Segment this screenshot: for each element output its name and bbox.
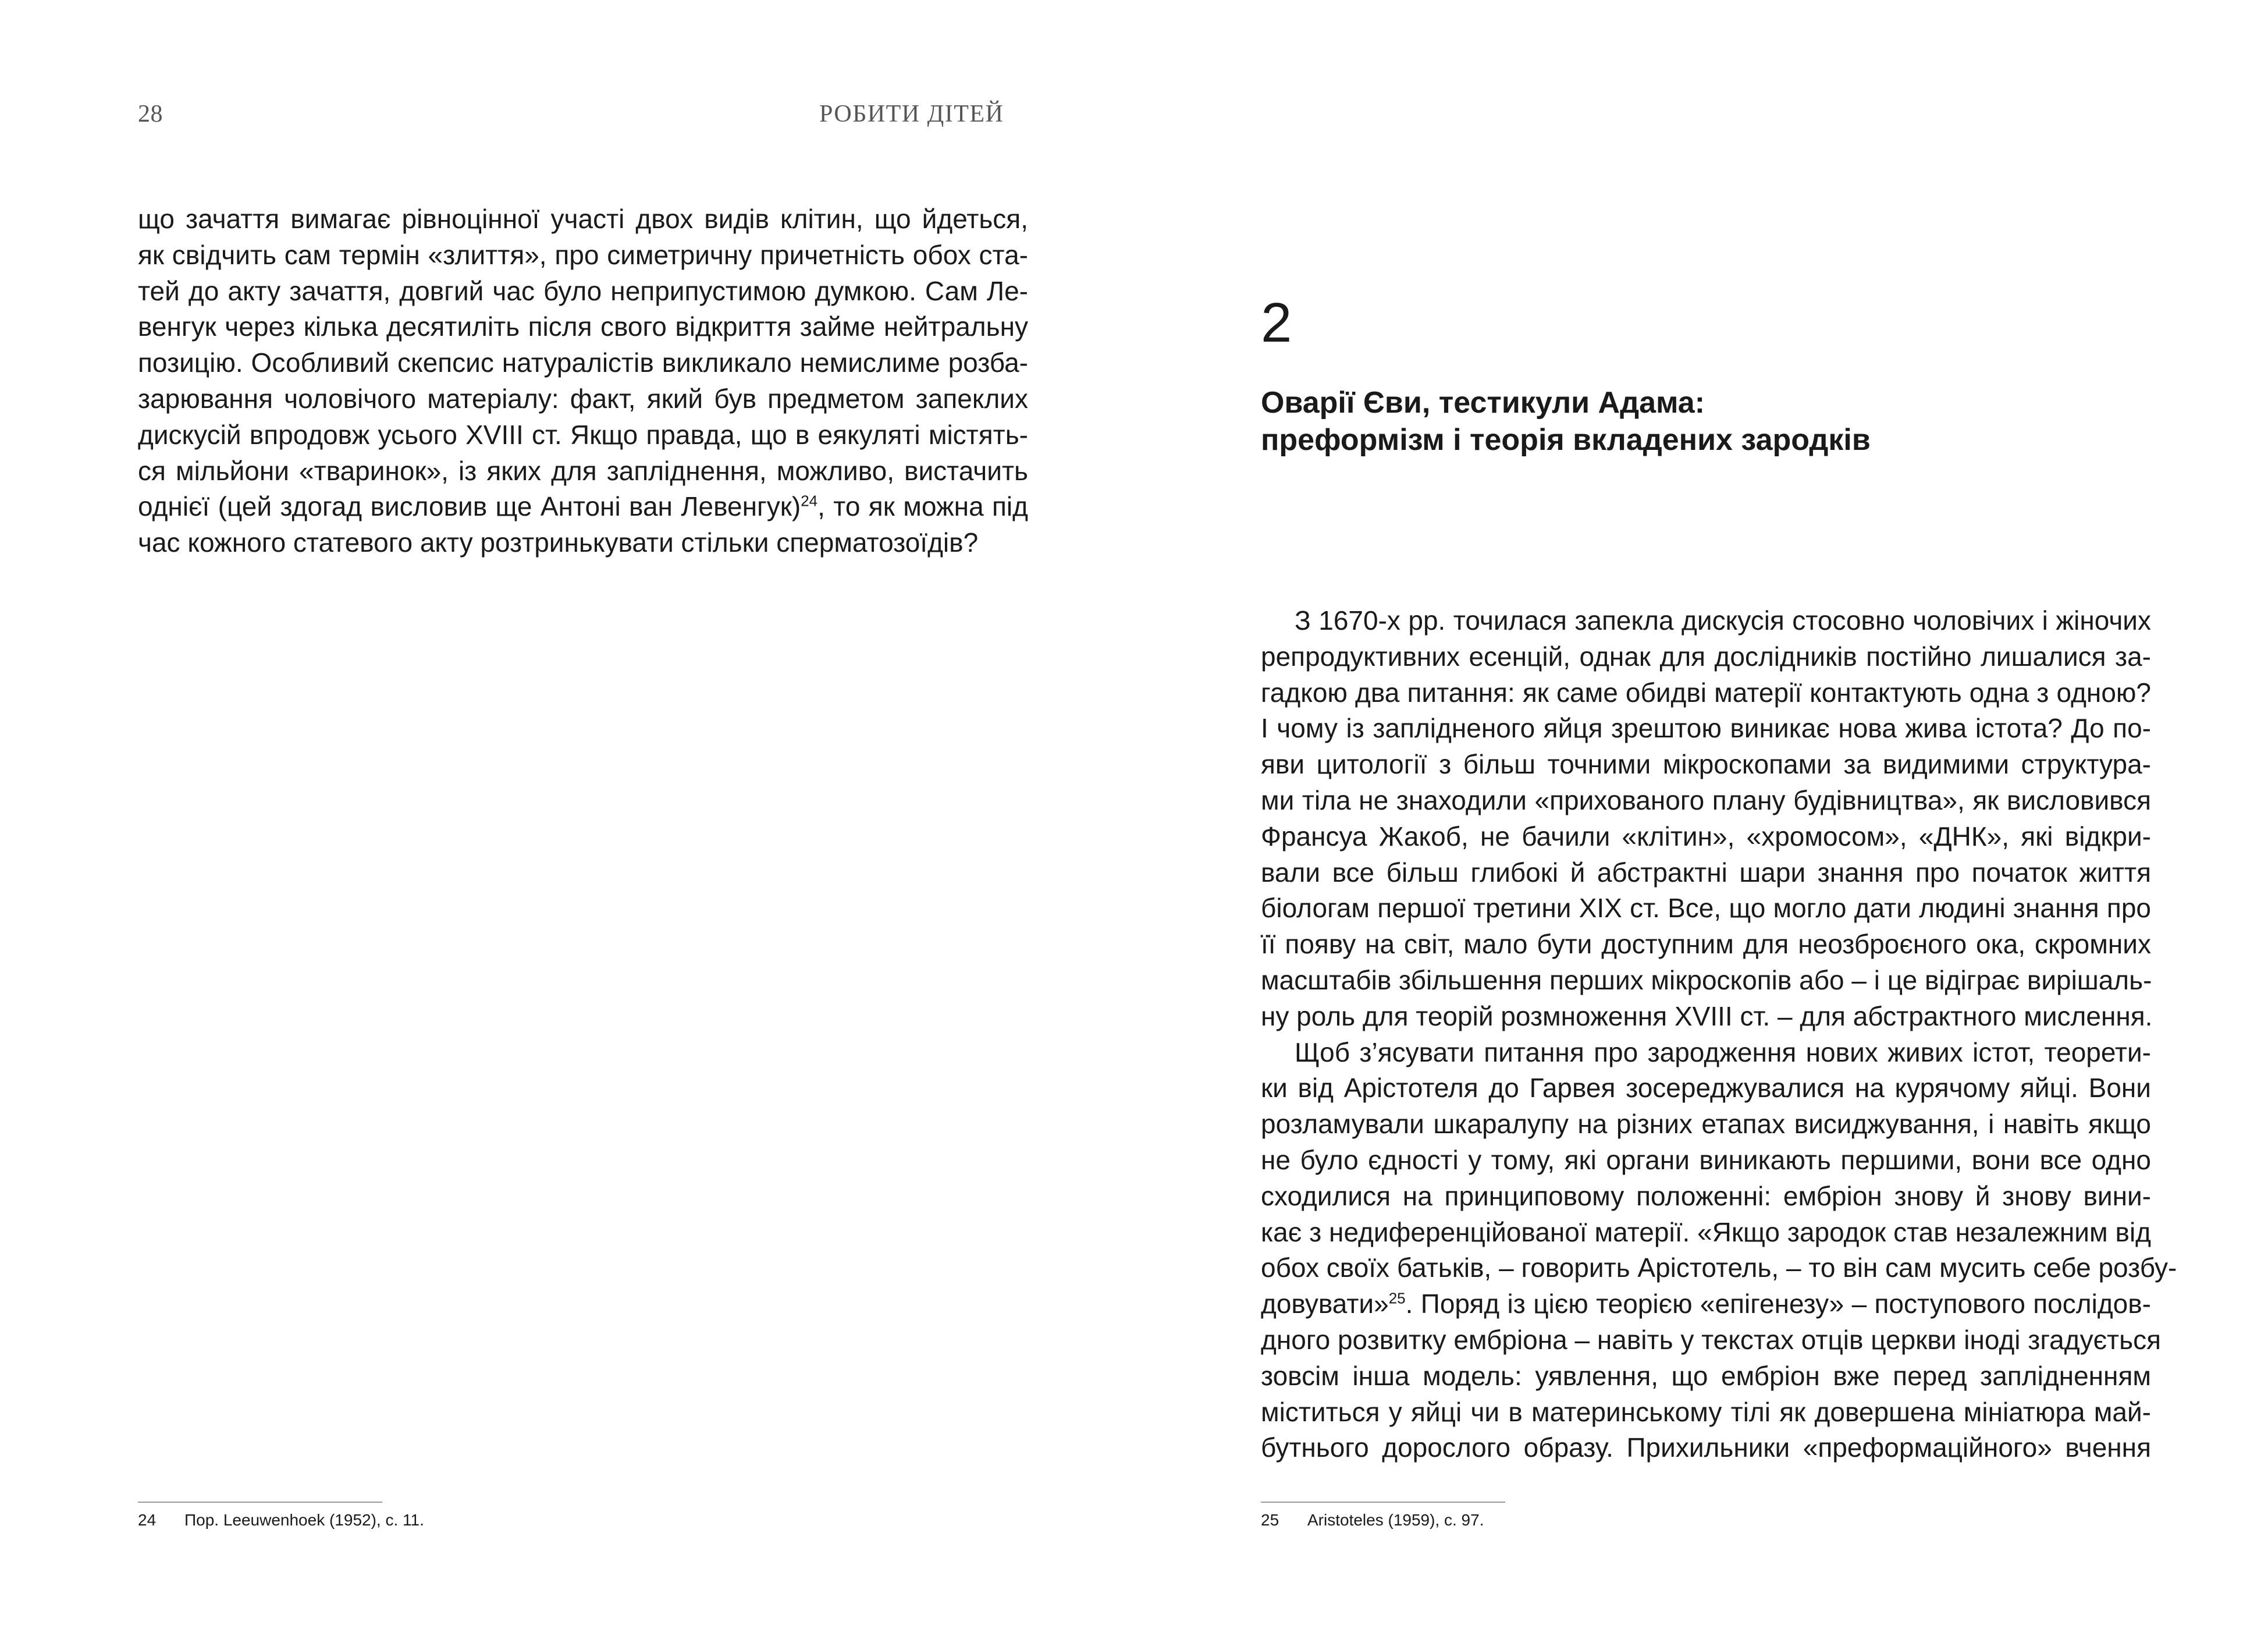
text-line: ки від Арістотеля до Гарвея зосереджувалися на курячому яйці. Вони bbox=[1261, 1073, 2151, 1103]
footnote-ref: 24 bbox=[801, 492, 818, 510]
text-segment: однієї (цей здогад висловив ще Антоні ван Левенгук) bbox=[138, 491, 801, 522]
text-line bbox=[138, 489, 1028, 525]
text-line: сходилися на принциповому положенні: ембріон знову й знову вини- bbox=[1261, 1180, 2151, 1211]
footnote-rule bbox=[138, 1502, 382, 1503]
footnote-text: Пор. Leeuwenhoek (1952), с. 11. bbox=[184, 1511, 424, 1529]
text-line: тей до акту зачаття, довгий час було неприпустимою думкою. Сам Ле- bbox=[138, 275, 1028, 306]
left-body-text bbox=[138, 201, 1028, 561]
text-line: позицію. Особливий скепсис натуралістів викликало немислиме розба- bbox=[138, 347, 1028, 378]
text-segment: , то як можна під bbox=[817, 491, 1028, 522]
footnote-number: 24 bbox=[138, 1511, 157, 1529]
text-line: міститься у яйці чи в материнському тілі як довершена мініатюра май- bbox=[1261, 1396, 2151, 1427]
text-line: кає з недиференційованої матерії. «Якщо зародок став незалежним від bbox=[1261, 1216, 2151, 1247]
text-line: венгук через кілька десятиліть після свого відкриття займе нейтральну bbox=[138, 311, 1028, 342]
running-head: РОБИТИ ДІТЕЙ bbox=[819, 101, 1004, 127]
text-line: не було єдності у тому, які органи виникають першими, вони все одно bbox=[1261, 1144, 2151, 1175]
text-line: обох своїх батьків, – говорить Арістотель, – то він сам мусить себе розбу- bbox=[1261, 1252, 2177, 1283]
footnote-number: 25 bbox=[1261, 1511, 1279, 1529]
text-line: ну роль для теорій розмноження XVIII ст. – для абстрактного мислення. bbox=[1261, 1000, 2153, 1031]
footnote-ref: 25 bbox=[1388, 1289, 1406, 1307]
text-segment: . Поряд із цією теорією «епігенезу» – поступового послідов- bbox=[1405, 1289, 2151, 1319]
chapter-title bbox=[1261, 384, 1871, 459]
text-line: біологам першої третини XIX ст. Все, що могло дати людині знання про bbox=[1261, 893, 2151, 924]
text-line: зовсім інша модель: уявлення, що ембріон вже перед заплідненням bbox=[1261, 1360, 2151, 1391]
text-line: бутнього дорослого образу. Прихильники «преформаційного» вчення bbox=[1261, 1432, 2151, 1463]
text-line: дискусій впродовж усього XVIII ст. Якщо правда, що в еякуляті містять- bbox=[138, 419, 1028, 450]
text-line: її появу на світ, мало бути доступним для неозброєного ока, скромних bbox=[1261, 929, 2151, 960]
text-segment: довувати» bbox=[1261, 1289, 1389, 1319]
chapter-number: 2 bbox=[1261, 292, 1292, 354]
text-line: вали все більш глибокі й абстрактні шари знання про початок життя bbox=[1261, 857, 2151, 888]
text-line: зарювання чоловічого матеріалу: факт, який був предметом запеклих bbox=[138, 383, 1028, 414]
text-line: гадкою два питання: як саме обидві матерії контактують одна з одною? bbox=[1261, 677, 2151, 708]
text-line: час кожного статевого акту розтринькувати стільки сперматозоїдів? bbox=[138, 527, 979, 558]
chapter-title-line: преформізм і теорія вкладених зародків bbox=[1261, 423, 1871, 457]
footnote-rule bbox=[1261, 1502, 1505, 1503]
footnote-text: Aristoteles (1959), с. 97. bbox=[1307, 1511, 1484, 1529]
footnote bbox=[1261, 1511, 1484, 1530]
text-line: ми тіла не знаходили «прихованого плану будівництва», як висловився bbox=[1261, 785, 2151, 815]
right-body-text bbox=[1261, 603, 2177, 1466]
text-line: Щоб з’ясувати питання про зародження нових живих істот, теорети- bbox=[1295, 1037, 2151, 1067]
text-line bbox=[1261, 1286, 2151, 1322]
text-line: яви цитології з більш точними мікроскопами за видимими структура- bbox=[1261, 749, 2151, 780]
page-number: 28 bbox=[138, 101, 163, 127]
text-line: масштабів збільшення перших мікроскопів або – і це відіграє вирішаль- bbox=[1261, 964, 2152, 995]
text-line: дного розвитку ембріона – навіть у текстах отців церкви іноді згадується bbox=[1261, 1324, 2161, 1355]
chapter-title-line: Оварії Єви, тестикули Адама: bbox=[1261, 386, 1705, 420]
text-line: що зачаття вимагає рівноцінної участі двох видів клітин, що йдеться, bbox=[138, 204, 1028, 234]
text-line: І чому із заплідненого яйця зрештою виникає нова жива істота? До по- bbox=[1261, 713, 2151, 744]
text-line: Франсуа Жакоб, не бачили «клітин», «хромосом», «ДНК», які відкри- bbox=[1261, 821, 2151, 851]
text-line: розламували шкаралупу на різних етапах висиджування, і навіть якщо bbox=[1261, 1109, 2151, 1140]
footnote bbox=[138, 1511, 424, 1530]
text-line: З 1670-х рр. точилася запекла дискусія стосовно чоловічих і жіночих bbox=[1295, 605, 2151, 636]
text-line: репродуктивних есенцій, однак для дослідників постійно лишалися за- bbox=[1261, 641, 2151, 672]
text-line: ся мільйони «тваринок», із яких для запліднення, можливо, вистачить bbox=[138, 455, 1028, 486]
text-line: як свідчить сам термін «злиття», про симетричну причетність обох ста- bbox=[138, 239, 1028, 270]
